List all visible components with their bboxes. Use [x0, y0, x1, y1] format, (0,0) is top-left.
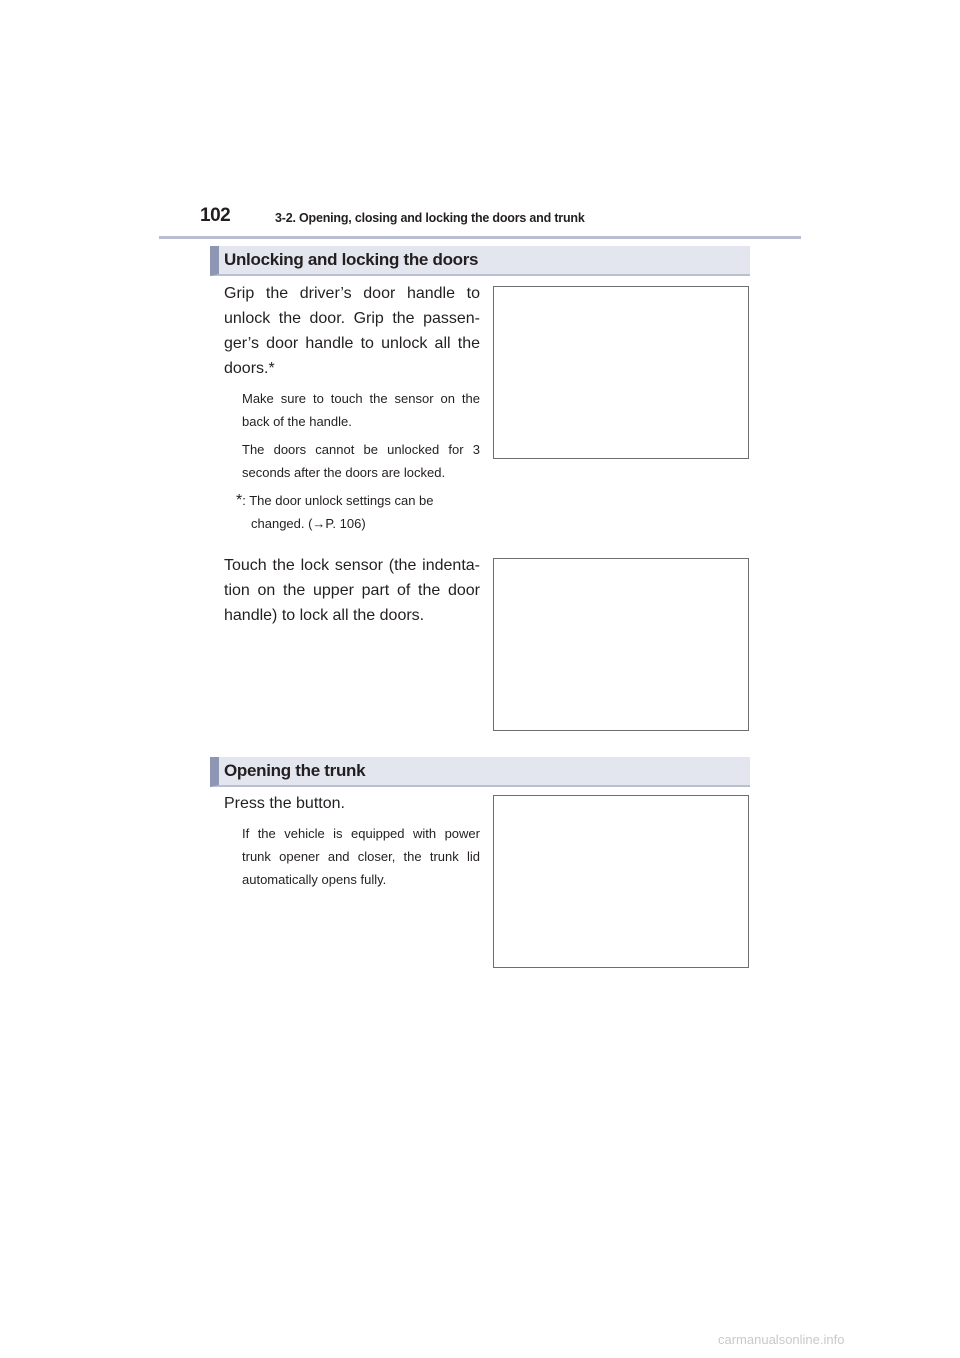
section-title-unlocking: Unlocking and locking the doors [224, 250, 479, 269]
trunk-note: If the vehicle is equipped with power trunk opener and closer, the trunk lid automatically opens fully. [242, 826, 480, 887]
page-number: 102 [200, 205, 231, 226]
trunk-instruction: Press the button. [224, 795, 345, 812]
illustration-trunk-button [493, 795, 749, 968]
lock-instruction: Touch the lock sensor (the indenta-tion on the upper part of the door handle) to lock all the doors. [224, 557, 480, 624]
footnote-mark: * [236, 492, 243, 509]
section-heading-unlocking [210, 246, 750, 276]
unlock-note-delay: The doors cannot be unlocked for 3 seconds after the doors are locked. [242, 442, 480, 480]
unlock-note-sensor: Make sure to touch the sensor on the back of the handle. [242, 391, 480, 429]
footnote [236, 489, 480, 535]
chapter-title: 3-2. Opening, closing and locking the doors and trunk [275, 211, 585, 225]
page-header [159, 200, 801, 239]
footnote-text: : The door unlock settings can be [242, 493, 434, 508]
section-title-trunk: Opening the trunk [224, 761, 366, 780]
section-heading-trunk [210, 757, 750, 787]
footnote-text-continued: changed. (→P. 106) [251, 516, 366, 531]
illustration-lock-sensor [493, 558, 749, 731]
watermark: carmanualsonline.info [718, 1332, 845, 1347]
unlock-instruction: Grip the driver’s door handle to unlock the door. Grip the passen-ger’s door handle to unlock all the doors.* [224, 285, 480, 377]
illustration-door-handle-grip [493, 286, 749, 459]
